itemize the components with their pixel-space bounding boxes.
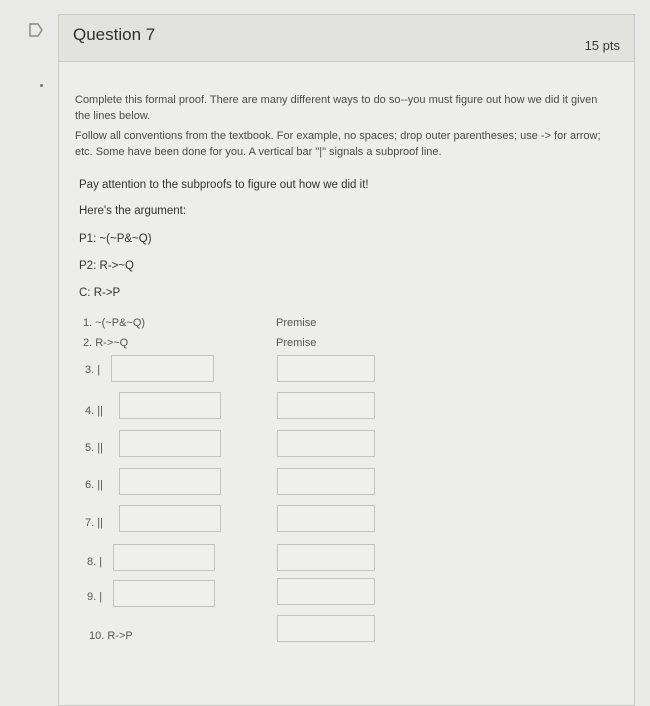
question-title: Question 7 — [73, 25, 156, 44]
bullet-dot — [40, 84, 43, 87]
proof-line-3-label: 3. | — [85, 364, 101, 376]
question-header — [59, 15, 634, 62]
proof-line-10-justification-input[interactable] — [277, 615, 375, 642]
proof-line-4-justification-input[interactable] — [277, 392, 375, 419]
proof-line-8-label: 8. | — [87, 556, 103, 568]
proof-line-10-label: 10. R->P — [89, 630, 133, 642]
proof-line-7-statement-input[interactable] — [119, 505, 221, 532]
proof-line-5-statement-input[interactable] — [119, 430, 221, 457]
argument-heading: Here's the argument: — [79, 205, 187, 217]
proof-line-2-justification: Premise — [276, 337, 317, 349]
conclusion: C: R->P — [79, 287, 121, 299]
proof-line-4-statement-input[interactable] — [119, 392, 221, 419]
proof-line-3-justification-input[interactable] — [277, 355, 375, 382]
proof-line-8-statement-input[interactable] — [113, 544, 215, 571]
premise-2: P2: R->~Q — [79, 260, 134, 272]
proof-line-9-justification-input[interactable] — [277, 578, 375, 605]
proof-line-7-label: 7. || — [85, 517, 103, 529]
proof-line-5-justification-input[interactable] — [277, 430, 375, 457]
flag-bookmark-icon[interactable] — [28, 22, 44, 38]
proof-line-6-label: 6. || — [85, 479, 103, 491]
proof-line-8-justification-input[interactable] — [277, 544, 375, 571]
proof-line-7-justification-input[interactable] — [277, 505, 375, 532]
proof-line-6-statement-input[interactable] — [119, 468, 221, 495]
proof-line-6-justification-input[interactable] — [277, 468, 375, 495]
proof-line-3-statement-input[interactable] — [111, 355, 214, 382]
premise-1: P1: ~(~P&~Q) — [79, 233, 152, 245]
proof-line-2-label: 2. R->~Q — [83, 337, 129, 349]
instruction-text-3: Pay attention to the subproofs to figure out how we did it! — [79, 179, 369, 191]
proof-line-1-label: 1. ~(~P&~Q) — [83, 317, 146, 329]
question-points: 15 pts — [584, 38, 620, 53]
proof-line-1-justification: Premise — [276, 317, 317, 329]
instruction-text-2: Follow all conventions from the textbook. For example, no spaces; drop outer parentheses; use -> for arrow; etc. Some have been done for you. A vertical bar "|" signals a subproof line. — [75, 130, 601, 158]
proof-line-9-statement-input[interactable] — [113, 580, 215, 607]
instruction-text-1: Complete this formal proof. There are many different ways to do so--you must figure out how we did it given the lines below. — [75, 94, 598, 122]
question-card — [58, 14, 635, 706]
proof-line-9-label: 9. | — [87, 591, 103, 603]
proof-line-4-label: 4. || — [85, 405, 103, 417]
proof-line-5-label: 5. || — [85, 442, 103, 454]
